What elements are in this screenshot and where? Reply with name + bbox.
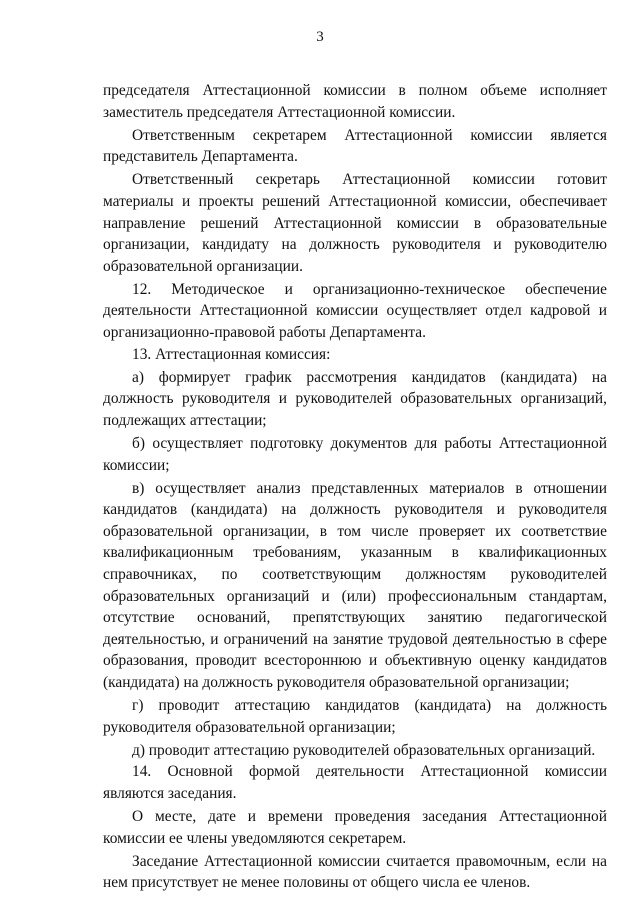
paragraph-meeting-notice: О месте, дате и времени проведения заседания Аттестационной комиссии ее члены уведомляются секретарем. [103, 808, 607, 847]
paragraph-item-13v: в) осуществляет анализ представленных материалов в отношении кандидатов (кандидата) на должность руководителя и руководителя образовательной организации, в том числе проверяет их соответствие квалификационным требованиям, указанным в квалификационных справочниках, по соответствующим должностям руководителей образовательных организаций и (или) профессиональным стандартам, отсутствие оснований, препятствующих занятию педагогической деятельностью, и ограничений на занятие трудовой деятельностью в сфере образования, проводит всестороннюю и объективную оценку кандидатов (кандидата) на должность руководителя образовательной организации; [103, 479, 607, 692]
paragraph-item-13d: д) проводит аттестацию руководителей образовательных организаций. [132, 741, 596, 759]
paragraph-secretary-assignment: Ответственным секретарем Аттестационной комиссии является представитель Департамента. [103, 126, 607, 166]
paragraph-item-12: 12. Методическое и организационно-техническое обеспечение деятельности Аттестационной комиссии осуществляет отдел кадровой и организационно-правовой работы Департамента. [103, 280, 607, 342]
paragraph-item-13a: а) формирует график рассмотрения кандидатов (кандидата) на должность руководителя и руководителей образовательных организаций, подлежащих аттестации; [103, 368, 607, 429]
paragraph-item-13g: г) проводит аттестацию кандидатов (кандидата) на должность руководителя образовательной организации; [103, 697, 607, 736]
paragraph-quorum: Заседание Аттестационной комиссии считается правомочным, если на нем присутствует не менее половины от общего числа ее членов. [103, 852, 607, 892]
document-body [103, 80, 607, 894]
paragraph-item-14: 14. Основной формой деятельности Аттестационной комиссии являются заседания. [103, 763, 607, 802]
paragraph-chairman-replacement: председателя Аттестационной комиссии в полном объеме исполняет заместитель председателя Аттестационной комиссии. [103, 82, 607, 121]
paragraph-item-13: 13. Аттестационная комиссия: [132, 345, 331, 363]
paragraph-secretary-duties: Ответственный секретарь Аттестационной комиссии готовит материалы и проекты решений Аттестационной комиссии, обеспечивает направление решений Аттестационной комиссии в образовательные организации, кандидату на должность руководителя и руководителю образовательной организации. [103, 171, 607, 275]
page-number: 3 [316, 29, 324, 45]
paragraph-item-13b: б) осуществляет подготовку документов для работы Аттестационной комиссии; [103, 435, 607, 474]
